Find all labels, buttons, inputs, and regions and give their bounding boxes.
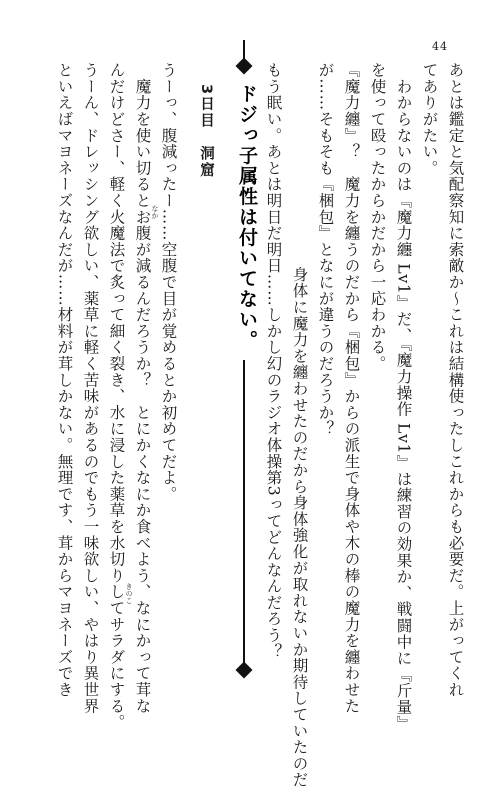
text-column: うーっ、腹減ったー……空腹で目が覚めるとか初めてだよ。 <box>159 62 178 503</box>
text-column: あとは鑑定と気配察知に索敵か〜これは結構使ったしこれからも必要だ。上がってくれ <box>446 62 465 698</box>
chapter-heading: ドジっ子属性は付いてない。 <box>236 84 258 351</box>
ruby-annotation: きのこ <box>125 583 133 604</box>
separator-diamond-top <box>236 58 253 75</box>
text-column: てありがたい。 <box>420 62 439 177</box>
text-column: が……そもそも『梱包』となにが違うのだろうか？ <box>316 62 335 437</box>
ruby-annotation: なか <box>151 205 159 219</box>
text-column: もう眠い。あとは明日だ明日……しかし幻のラジオ体操第3ってどんなんだろう？ <box>264 62 283 660</box>
text-column: んだけどさー、軽く火魔法で炙って細く裂き、水に浸した薬草を水切りしてサラダにする。 <box>107 62 126 731</box>
text-column: を使って殴ったからかだから一応わかる。 <box>368 62 387 372</box>
text-column: わからないのは『魔力纏 Lv1』だ、『魔力操作 Lv1』は練習の効果か、戦闘中に『斤量』 <box>394 62 413 732</box>
text-column: 『魔力纏』？ 魔力を纏うのだから『梱包』からの派生で身体や木の棒の魔力を纏わせた <box>342 62 361 714</box>
separator-diamond-bottom <box>236 662 253 679</box>
page-number: 44 <box>432 40 448 53</box>
text-column: といえばマヨネーズなんだが……材料が茸しかない。無理です、茸からマヨネーズでき <box>55 62 74 698</box>
text-column: 魔力を使い切るとお腹が減るんだろうか？ とにかくなにか食べよう、なにかって茸な <box>133 62 152 714</box>
chapter-title: 3日目 洞窟 <box>198 84 214 179</box>
text-column: うーん、ドレッシング欲しい、薬草に軽く苦味があるのでもう一味欲しい、やはり異世界 <box>81 62 100 714</box>
separator-line <box>243 360 245 664</box>
text-column: 身体に魔力を纏わせたのだから身体強化が取れないか期待していたのだ <box>290 250 309 788</box>
